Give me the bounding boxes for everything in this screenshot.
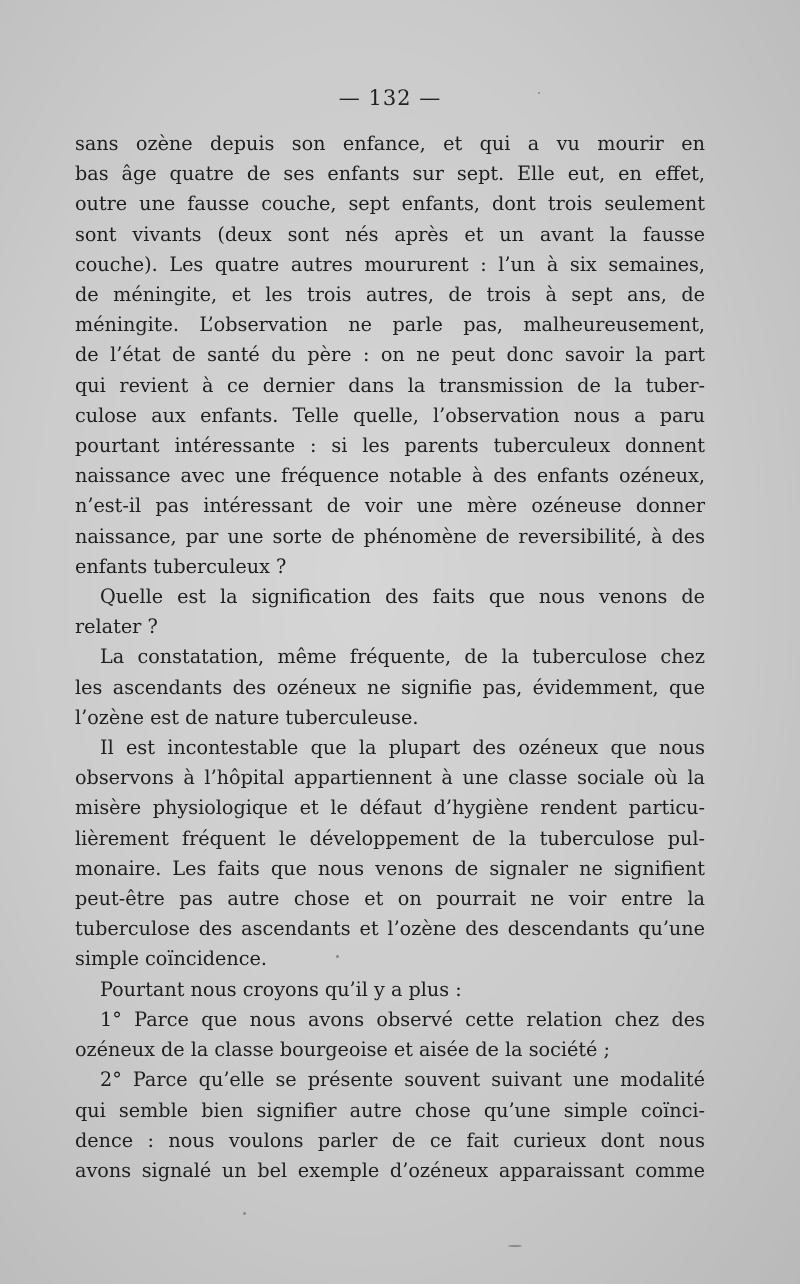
text-line: lièrement fréquent le développement de la tuberculose pul- — [75, 826, 705, 850]
text-line: ozéneux de la classe bourgeoise et aisée de la société ; — [75, 1038, 610, 1062]
text-line: enfants tuberculeux ? — [75, 554, 287, 578]
text-line: couche). Les quatre autres moururent : l’un à six semaines, — [75, 252, 705, 276]
text-line: relater ? — [75, 615, 158, 639]
speck — [243, 1212, 246, 1215]
text-line: naissance, par une sorte de phénomène de reversibilité, à des — [75, 524, 705, 548]
speck — [538, 92, 540, 94]
text-line: de l’état de santé du père : on ne peut donc savoir la part — [75, 343, 705, 367]
text-line: Quelle est la signification des faits que nous venons de — [100, 585, 705, 609]
text-line: peut-être pas autre chose et on pourrait ne voir entre la — [75, 887, 705, 911]
text-line: 1° Parce que nous avons observé cette relation chez des — [100, 1007, 705, 1031]
text-line: 2° Parce qu’elle se présente souvent suivant une modalité — [100, 1068, 705, 1092]
text-line: de méningite, et les trois autres, de trois à sept ans, de — [75, 283, 705, 307]
text-line: naissance avec une fréquence notable à des enfants ozéneux, — [75, 464, 705, 488]
text-line: tuberculose des ascendants et l’ozène des descendants qu’une — [75, 917, 705, 941]
text-line: misère physiologique et le défaut d’hygiène rendent particu- — [75, 796, 705, 820]
text-line: méningite. L’observation ne parle pas, malheureusement, — [75, 313, 705, 337]
text-line: sans ozène depuis son enfance, et qui a vu mourir en — [75, 132, 705, 155]
text-line: n’est-il pas intéressant de voir une mère ozéneuse donner — [75, 494, 705, 518]
speck — [336, 955, 339, 958]
text-line: dence : nous voulons parler de ce fait curieux dont nous — [75, 1128, 705, 1152]
text-line: qui revient à ce dernier dans la transmission de la tuber- — [75, 373, 705, 397]
text-line: culose aux enfants. Telle quelle, l’observation nous a paru — [75, 403, 705, 427]
text-line: l’ozène est de nature tuberculeuse. — [75, 705, 419, 729]
text-line: qui semble bien signifier autre chose qu’une simple coïnci- — [75, 1098, 705, 1122]
text-line: outre une fausse couche, sept enfants, dont trois seulement — [75, 192, 705, 216]
text-line: sont vivants (deux sont nés après et un avant la fausse — [75, 222, 705, 246]
page-number: — 132 — — [338, 86, 442, 110]
text-line: observons à l’hôpital appartiennent à une classe sociale où la — [75, 766, 705, 790]
text-line: La constatation, même fréquente, de la tuberculose chez — [100, 645, 705, 669]
body-text — [75, 129, 705, 1186]
text-line: pourtant intéressante : si les parents tuberculeux donnent — [75, 434, 705, 458]
text-line: simple coïncidence. — [75, 947, 267, 971]
text-line: monaire. Les faits que nous venons de signaler ne signifient — [75, 856, 705, 880]
text-line: Pourtant nous croyons qu’il y a plus : — [100, 977, 462, 1001]
text-line: les ascendants des ozéneux ne signifie pas, évidemment, que — [75, 675, 705, 699]
speck — [508, 1245, 522, 1247]
text-line: avons signalé un bel exemple d’ozéneux apparaissant comme — [75, 1158, 705, 1182]
text-line: Il est incontestable que la plupart des ozéneux que nous — [100, 736, 705, 760]
text-line: bas âge quatre de ses enfants sur sept. Elle eut, en effet, — [75, 162, 705, 186]
